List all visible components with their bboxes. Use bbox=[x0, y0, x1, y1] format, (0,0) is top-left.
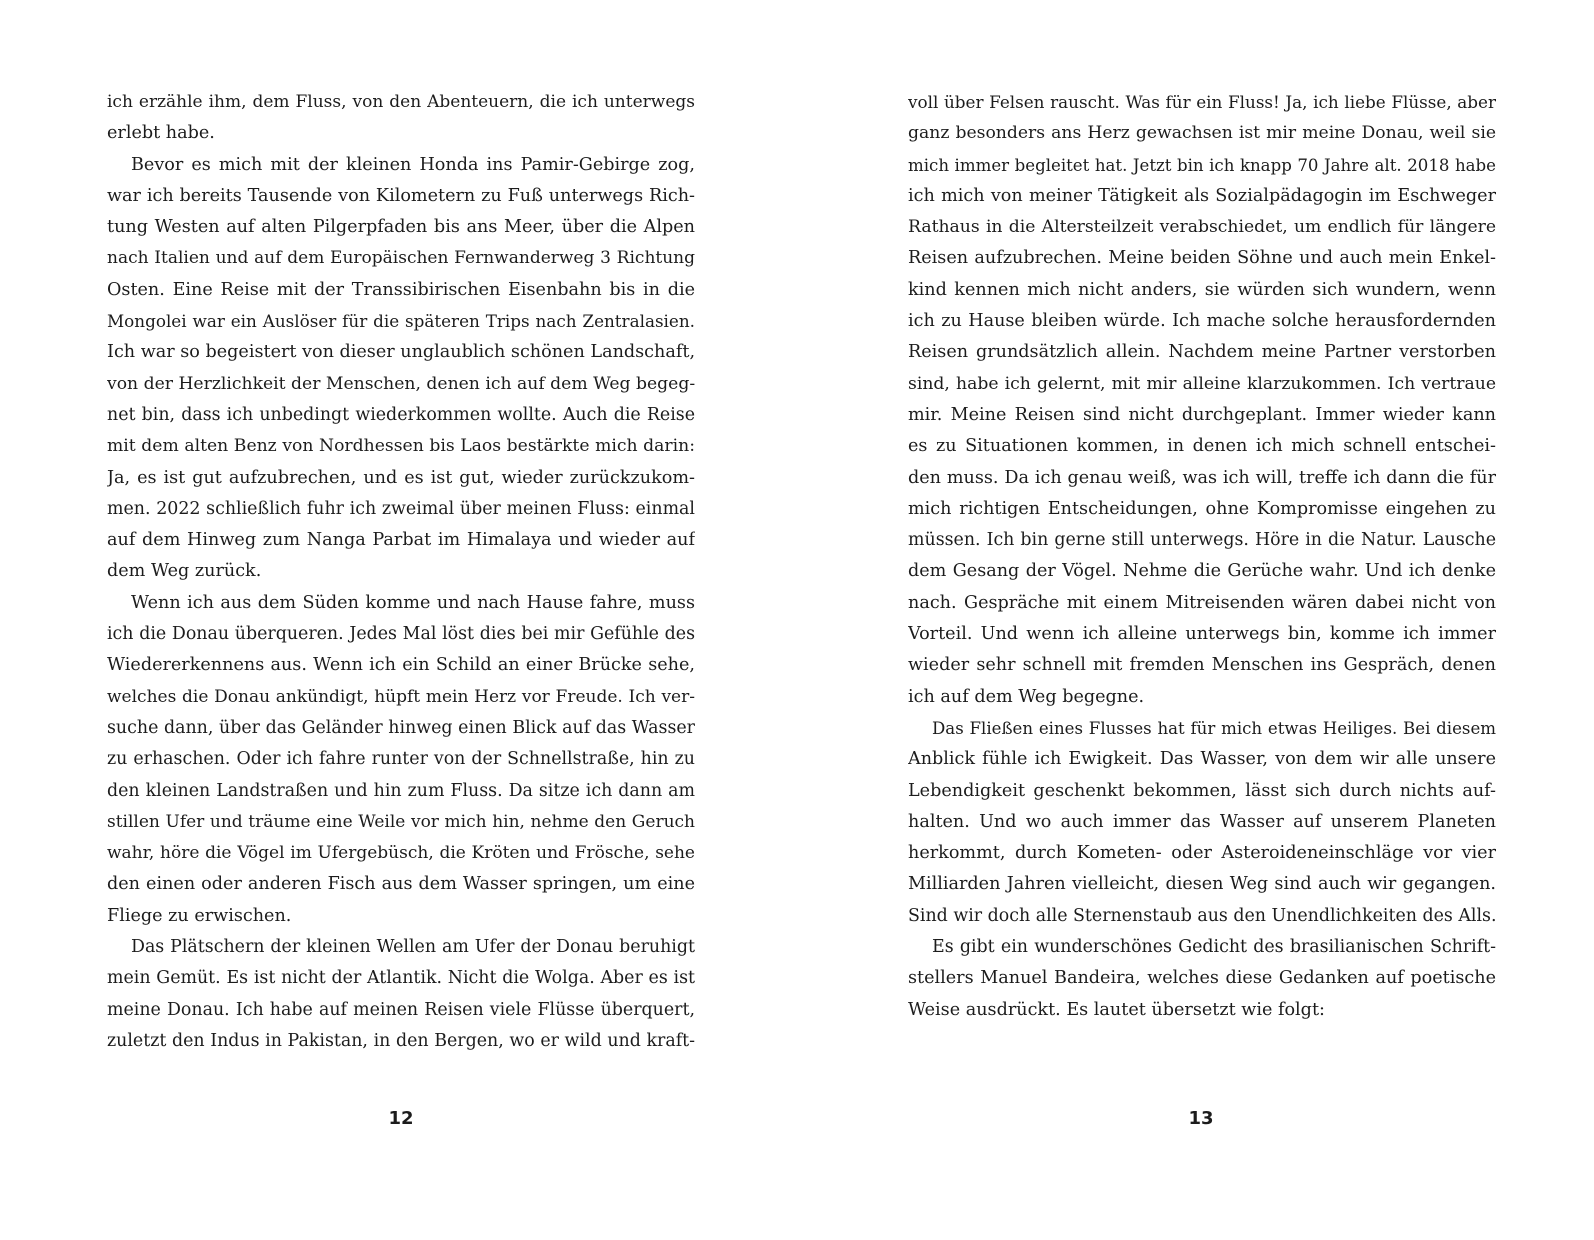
text-line: Wiedererkennens aus. Wenn ich ein Schild an einer Brücke sehe, bbox=[107, 655, 695, 676]
text-line: ich die Donau überqueren. Jedes Mal löst dies bei mir Gefühle des bbox=[107, 624, 695, 645]
text-line: wahr, höre die Vögel im Ufergebüsch, die Kröten und Frösche, sehe bbox=[107, 843, 695, 864]
text-line: Vorteil. Und wenn ich alleine unterwegs bin, komme ich immer bbox=[908, 624, 1496, 645]
text-line: Ja, es ist gut aufzubrechen, und es ist gut, wieder zurückzukom- bbox=[107, 467, 695, 488]
text-line: men. 2022 schließlich fuhr ich zweimal über meinen Fluss: einmal bbox=[107, 498, 695, 519]
text-line: Fliege zu erwischen. bbox=[107, 905, 292, 926]
text-line: herkommt, durch Kometen- oder Asteroideneinschläge vor vier bbox=[908, 843, 1496, 864]
text-line: kind kennen mich nicht anders, sie würden sich wundern, wenn bbox=[908, 279, 1496, 300]
text-line: Mongolei war ein Auslöser für die späteren Trips nach Zentralasien. bbox=[107, 311, 695, 332]
text-line: Sind wir doch alle Sternenstaub aus den Unendlichkeiten des Alls. bbox=[908, 905, 1496, 926]
text-line: wieder sehr schnell mit fremden Menschen ins Gespräch, denen bbox=[908, 655, 1496, 676]
text-line: sind, habe ich gelernt, mit mir alleine klarzukommen. Ich vertraue bbox=[908, 373, 1496, 394]
text-line: ganz besonders ans Herz gewachsen ist mir meine Donau, weil sie bbox=[908, 123, 1496, 144]
text-line: Ich war so begeistert von dieser unglaublich schönen Landschaft, bbox=[107, 342, 695, 363]
text-line: mein Gemüt. Es ist nicht der Atlantik. Nicht die Wolga. Aber es ist bbox=[107, 968, 695, 989]
text-line: erlebt habe. bbox=[107, 123, 215, 144]
text-line: Das Plätschern der kleinen Wellen am Ufer der Donau beruhigt bbox=[131, 937, 695, 958]
page-number-right: 13 bbox=[1188, 1108, 1214, 1129]
text-line: den muss. Da ich genau weiß, was ich will, treffe ich dann die für bbox=[908, 467, 1496, 488]
text-line: Osten. Eine Reise mit der Transsibirischen Eisenbahn bis in die bbox=[107, 279, 695, 300]
text-line: tung Westen auf alten Pilgerpfaden bis ans Meer, über die Alpen bbox=[107, 217, 695, 238]
text-line: zuletzt den Indus in Pakistan, in den Bergen, wo er wild und kraft- bbox=[107, 1030, 695, 1051]
right-page bbox=[797, 0, 1594, 1240]
text-line: war ich bereits Tausende von Kilometern zu Fuß unterwegs Rich- bbox=[107, 185, 695, 206]
text-line: Weise ausdrückt. Es lautet übersetzt wie folgt: bbox=[908, 999, 1325, 1020]
text-line: voll über Felsen rauscht. Was für ein Fluss! Ja, ich liebe Flüsse, aber bbox=[908, 92, 1496, 112]
text-line: auf dem Hinweg zum Nanga Parbat im Himalaya und wieder auf bbox=[107, 530, 695, 551]
text-line: mir. Meine Reisen sind nicht durchgeplant. Immer wieder kann bbox=[908, 404, 1496, 425]
text-line: den kleinen Landstraßen und hin zum Fluss. Da sitze ich dann am bbox=[107, 780, 695, 801]
text-line: es zu Situationen kommen, in denen ich mich schnell entschei- bbox=[908, 436, 1496, 457]
page-number-left: 12 bbox=[388, 1108, 414, 1129]
text-line: ich mich von meiner Tätigkeit als Sozialpädagogin im Eschweger bbox=[908, 185, 1496, 206]
left-page-text bbox=[107, 87, 695, 1057]
text-line: stellers Manuel Bandeira, welches diese Gedanken auf poetische bbox=[908, 968, 1496, 989]
text-line: Bevor es mich mit der kleinen Honda ins Pamir-Gebirge zog, bbox=[131, 154, 695, 175]
text-line: von der Herzlichkeit der Menschen, denen ich auf dem Weg begeg- bbox=[107, 373, 695, 394]
text-line: Wenn ich aus dem Süden komme und nach Hause fahre, muss bbox=[131, 592, 695, 613]
text-line: mit dem alten Benz von Nordhessen bis Laos bestärkte mich darin: bbox=[107, 436, 695, 457]
text-line: welches die Donau ankündigt, hüpft mein Herz vor Freude. Ich ver- bbox=[107, 686, 695, 707]
text-line: dem Weg zurück. bbox=[107, 561, 262, 582]
text-line: Reisen grundsätzlich allein. Nachdem meine Partner verstorben bbox=[908, 342, 1496, 363]
text-line: zu erhaschen. Oder ich fahre runter von der Schnellstraße, hin zu bbox=[107, 749, 695, 770]
text-line: mich richtigen Entscheidungen, ohne Kompromisse eingehen zu bbox=[908, 498, 1496, 519]
text-line: ich erzähle ihm, dem Fluss, von den Abenteuern, die ich unterwegs bbox=[107, 92, 695, 112]
text-line: ich zu Hause bleiben würde. Ich mache solche herausfordernden bbox=[908, 311, 1496, 332]
text-line: meine Donau. Ich habe auf meinen Reisen viele Flüsse überquert, bbox=[107, 999, 695, 1020]
text-line: Anblick fühle ich Ewigkeit. Das Wasser, von dem wir alle unsere bbox=[908, 749, 1496, 770]
text-line: stillen Ufer und träume eine Weile vor mich hin, nehme den Geruch bbox=[107, 811, 695, 832]
text-line: Milliarden Jahren vielleicht, diesen Weg sind auch wir gegangen. bbox=[908, 874, 1496, 895]
text-line: mich immer begleitet hat. Jetzt bin ich knapp 70 Jahre alt. 2018 habe bbox=[908, 155, 1496, 175]
right-page-text bbox=[908, 87, 1496, 1026]
text-line: net bin, dass ich unbedingt wiederkommen wollte. Auch die Reise bbox=[107, 404, 695, 425]
text-line: Reisen aufzubrechen. Meine beiden Söhne und auch mein Enkel- bbox=[908, 248, 1496, 269]
text-line: Lebendigkeit geschenkt bekommen, lässt sich durch nichts auf- bbox=[908, 780, 1496, 801]
text-line: dem Gesang der Vögel. Nehme die Gerüche wahr. Und ich denke bbox=[908, 561, 1496, 582]
text-line: Es gibt ein wunderschönes Gedicht des brasilianischen Schrift- bbox=[932, 937, 1496, 958]
text-line: müssen. Ich bin gerne still unterwegs. Höre in die Natur. Lausche bbox=[908, 530, 1496, 551]
text-line: halten. Und wo auch immer das Wasser auf unserem Planeten bbox=[908, 811, 1496, 832]
text-line: den einen oder anderen Fisch aus dem Wasser springen, um eine bbox=[107, 874, 695, 895]
text-line: suche dann, über das Geländer hinweg einen Blick auf das Wasser bbox=[107, 717, 695, 738]
text-line: nach. Gespräche mit einem Mitreisenden wären dabei nicht von bbox=[908, 592, 1496, 613]
text-line: nach Italien und auf dem Europäischen Fernwanderweg 3 Richtung bbox=[107, 248, 695, 269]
text-line: Rathaus in die Altersteilzeit verabschiedet, um endlich für längere bbox=[908, 217, 1496, 238]
text-line: Das Fließen eines Flusses hat für mich etwas Heiliges. Bei diesem bbox=[932, 718, 1496, 738]
text-line: ich auf dem Weg begegne. bbox=[908, 686, 1145, 707]
